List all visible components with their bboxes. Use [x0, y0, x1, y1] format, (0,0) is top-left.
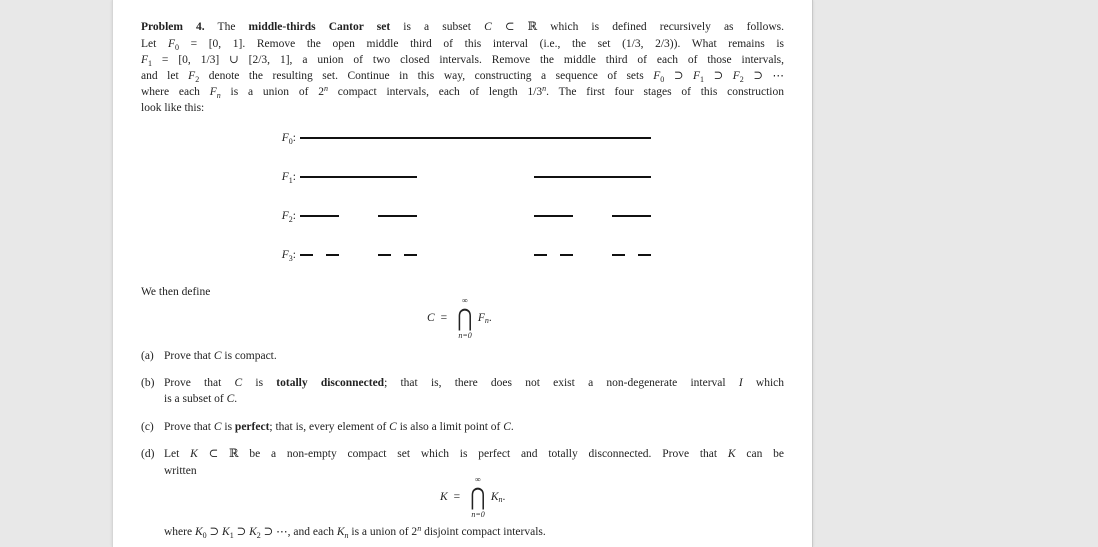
math-var: C: [226, 393, 235, 405]
part-a-label: (a): [141, 350, 154, 362]
text-run: ⊂ ℝ be a non-empty compact set which is perfect and totally disconnected. Prove that: [197, 448, 728, 460]
part-b-line-2: [164, 392, 784, 406]
math-subscript: 0: [202, 530, 207, 540]
upper-limit: ∞: [462, 296, 468, 305]
math-var: F: [167, 38, 175, 50]
formula-equals: =: [440, 312, 448, 324]
cantor-interval: [378, 215, 417, 217]
text-run: look like this:: [141, 102, 205, 114]
text-run: can be: [735, 448, 784, 460]
math-var: C: [503, 421, 511, 433]
cantor-interval: [378, 254, 391, 256]
text-run: compact intervals, each of length 1/3: [327, 86, 543, 98]
formula-lhs: C: [427, 312, 435, 324]
text-run: ⊃: [704, 70, 733, 82]
text-run: ⊃: [206, 526, 223, 538]
cantor-interval: [300, 137, 651, 139]
math-superscript: n: [417, 523, 422, 533]
text-run: where: [164, 526, 195, 538]
k-set-formula: [440, 474, 505, 520]
math-var: F: [693, 70, 701, 82]
stage-track: [300, 176, 651, 178]
math-subscript: 1: [229, 530, 234, 540]
text-run: ⊃: [664, 70, 693, 82]
text-run: ⊃ ⋯: [743, 70, 784, 82]
cantor-interval: [326, 254, 339, 256]
text-run: . The first four stages of this construction: [546, 86, 784, 98]
text-run: Prove that: [164, 350, 214, 362]
math-var: C: [213, 350, 222, 362]
part-b-label: (b): [141, 377, 155, 389]
formula-equals: =: [453, 491, 461, 503]
text-run: where each: [141, 86, 210, 98]
text-run: The: [204, 21, 249, 33]
math-var: C: [213, 421, 222, 433]
formula-period: .: [488, 311, 492, 324]
math-subscript: n: [344, 530, 349, 540]
math-var: F: [281, 132, 289, 144]
cantor-interval: [638, 254, 651, 256]
math-var: K: [336, 526, 345, 538]
text-run: is compact.: [221, 350, 277, 362]
text-run: is a union of 2: [220, 86, 324, 98]
math-var: F: [281, 210, 289, 222]
text-run: Prove that: [164, 377, 235, 389]
label-colon: :: [292, 171, 296, 183]
text-run: ; that is, there does not exist a non-degenerate interval: [384, 377, 739, 389]
cantor-interval: [404, 254, 417, 256]
text-run: disjoint compact intervals.: [421, 526, 546, 538]
upper-limit: ∞: [475, 475, 481, 484]
part-a-text: [164, 349, 784, 363]
math-var: F: [653, 70, 661, 82]
math-superscript: n: [323, 83, 328, 93]
part-b-line-1: [164, 376, 784, 390]
big-intersection: [455, 295, 475, 341]
formula-term: [478, 311, 492, 326]
math-var: C: [234, 377, 243, 389]
cantor-interval: [534, 254, 547, 256]
term-perfect: perfect: [234, 421, 270, 433]
cantor-set-formula: [427, 295, 492, 341]
text-run: is also a limit point of: [396, 421, 504, 433]
math-var: K: [222, 526, 230, 538]
math-var: K: [727, 448, 736, 460]
cantor-interval: [300, 215, 339, 217]
math-subscript: 3: [288, 253, 293, 263]
math-var: F: [732, 70, 740, 82]
cantor-interval: [300, 176, 417, 178]
math-var: F: [281, 249, 289, 261]
text-run: and let: [141, 70, 189, 82]
math-subscript: 2: [288, 214, 293, 224]
part-c-label: (c): [141, 421, 154, 433]
math-subscript: 2: [256, 530, 261, 540]
math-subscript: 0: [174, 42, 179, 52]
stage-row-f3: [113, 248, 812, 262]
cantor-interval: [300, 254, 313, 256]
text-run: = [0, 1/3] ∪ [2/3, 1], a union of two closed intervals. Remove the middle third of each of those intervals,: [152, 54, 784, 66]
part-d-label: (d): [141, 448, 155, 460]
stage-row-f0: [113, 131, 812, 145]
math-subscript: 1: [700, 74, 705, 84]
cantor-construction-diagram: [113, 0, 812, 300]
cantor-interval: [612, 215, 651, 217]
part-d-line-1: [164, 447, 784, 461]
stage-track: [300, 254, 651, 256]
math-superscript: n: [542, 83, 547, 93]
problem-number: Problem 4.: [141, 21, 205, 33]
math-var: K: [249, 526, 257, 538]
part-d-line-3: [164, 525, 784, 540]
lower-limit: n=0: [471, 510, 485, 519]
math-subscript: n: [484, 316, 489, 325]
text-run: ; that is, every element of: [269, 421, 390, 433]
text-run: is: [221, 421, 235, 433]
math-subscript: n: [216, 90, 221, 100]
math-var: I: [738, 377, 743, 389]
formula-term: [491, 490, 506, 505]
text-run: ⊃ ⋯, and each: [260, 526, 337, 538]
stage-row-f2: [113, 209, 812, 223]
math-var: F: [477, 311, 485, 324]
text-run: ⊃: [233, 526, 250, 538]
label-colon: :: [292, 210, 296, 222]
text-run: which: [742, 377, 784, 389]
formula-period: .: [502, 490, 506, 503]
big-intersection: [468, 474, 488, 520]
text-run: Let: [141, 38, 168, 50]
stage-track: [300, 215, 651, 217]
math-subscript: 0: [288, 136, 293, 146]
math-var: K: [194, 526, 203, 538]
text-run: Let: [164, 448, 191, 460]
document-page: [112, 0, 813, 547]
text-run: written: [164, 465, 197, 477]
math-var: F: [141, 54, 149, 66]
label-colon: :: [292, 249, 296, 261]
math-var: F: [281, 171, 289, 183]
text-run: is a subset of: [164, 393, 227, 405]
stage-track: [300, 137, 651, 139]
math-subscript: 1: [148, 58, 153, 68]
stage-label: [263, 248, 296, 263]
term-totally-disconnected: totally disconnected: [276, 377, 385, 389]
text-run: We then define: [141, 286, 211, 298]
math-var: C: [484, 21, 492, 33]
part-c-text: [164, 420, 784, 434]
text-run: Prove that: [164, 421, 214, 433]
term-cantor-set: middle-thirds Cantor set: [248, 21, 391, 33]
label-colon: :: [292, 132, 296, 144]
stage-row-f1: [113, 170, 812, 184]
intersection-operator: ⋂: [457, 304, 473, 332]
text-run: = [0, 1]. Remove the open middle third of this interval (i.e., the set (1/3, 2/3)). What remains is: [178, 38, 784, 50]
intersection-operator: ⋂: [470, 483, 486, 511]
math-subscript: 2: [195, 74, 200, 84]
formula-lhs: K: [440, 491, 448, 503]
math-subscript: 0: [660, 74, 665, 84]
text-run: is a union of 2: [348, 526, 418, 538]
math-var: C: [389, 421, 397, 433]
lower-limit: n=0: [458, 331, 472, 340]
math-subscript: 2: [739, 74, 744, 84]
text-run: .: [234, 393, 238, 405]
math-var: F: [209, 86, 217, 98]
math-subscript: 1: [288, 175, 293, 185]
text-run: ⊂ ℝ which is defined recursively as follows.: [491, 21, 785, 33]
stage-label: [263, 170, 296, 185]
cantor-interval: [612, 254, 625, 256]
cantor-interval: [534, 176, 651, 178]
math-var: K: [490, 490, 499, 503]
math-var: K: [190, 448, 198, 460]
math-var: F: [188, 70, 196, 82]
cantor-interval: [560, 254, 573, 256]
math-subscript: n: [498, 495, 503, 504]
text-run: is: [242, 377, 277, 389]
text-run: is a subset: [390, 21, 485, 33]
stage-label: [263, 209, 296, 224]
cantor-interval: [534, 215, 573, 217]
text-run: .: [510, 421, 514, 433]
stage-label: [263, 131, 296, 146]
text-run: denote the resulting set. Continue in this way, constructing a sequence of sets: [199, 70, 654, 82]
